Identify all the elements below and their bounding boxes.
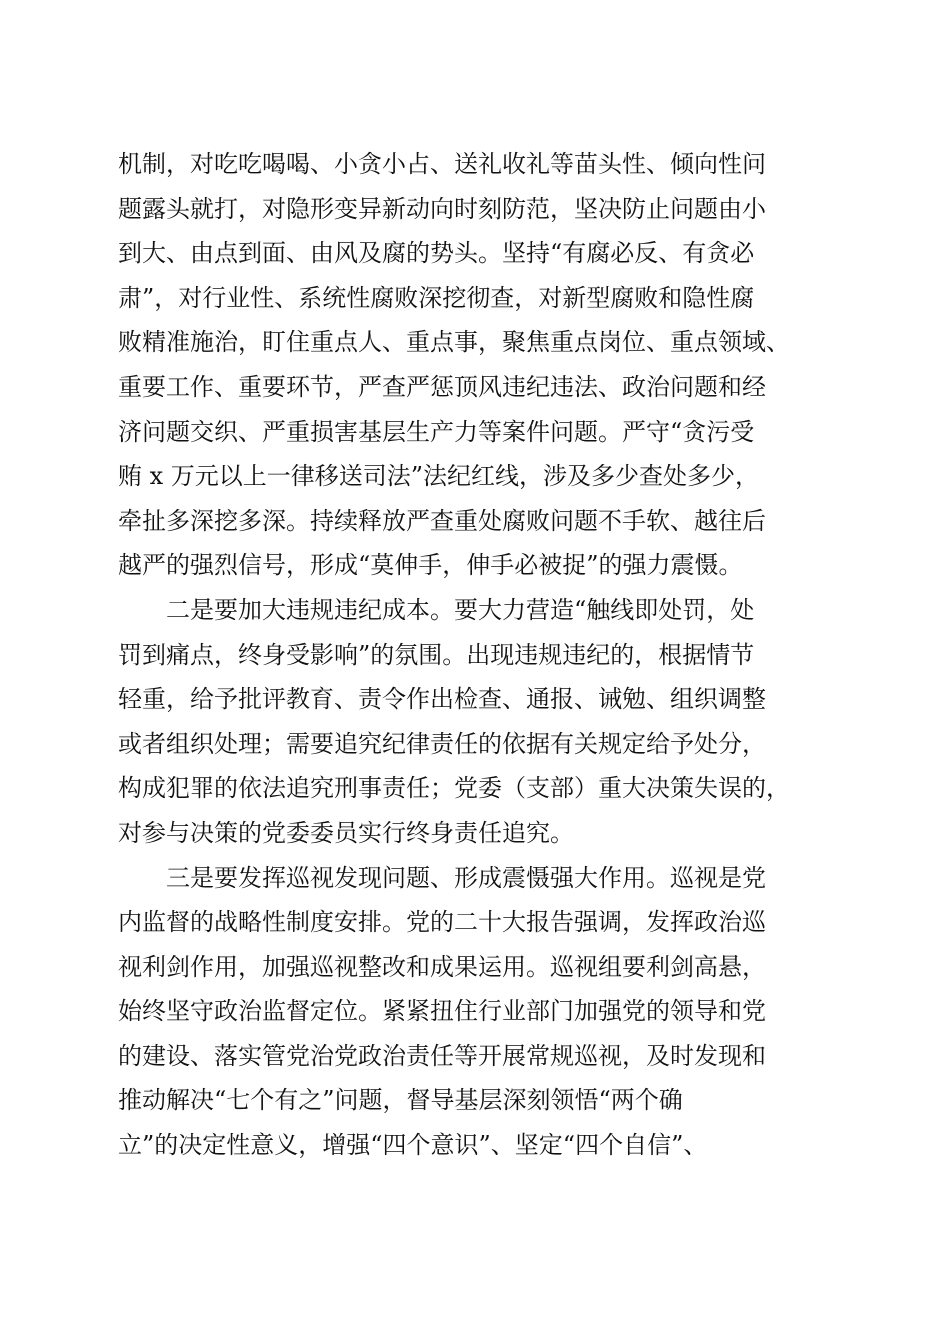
text-line: 推动解决“七个有之”问题，督导基层深刻领悟“两个确 — [118, 1086, 683, 1115]
text-line: 牵扯多深挖多深。持续释放严查重处腐败问题不手软、越往后 — [118, 506, 766, 535]
text-line: 贿 x 万元以上一律移送司法”法纪红线，涉及多少查处多少， — [118, 462, 760, 491]
text-line: 机制，对吃吃喝喝、小贪小占、送礼收礼等苗头性、倾向性问 — [118, 150, 766, 178]
text-line: 或者组织处理；需要追究纪律责任的依据有关规定给予处分， — [118, 729, 766, 758]
text-line: 构成犯罪的依法追究刑事责任；党委（支部）重大决策失误的， — [118, 774, 790, 803]
text-line: 越严的强烈信号，形成“莫伸手，伸手必被捉”的强力震慑。 — [118, 551, 743, 580]
text-line: 罚到痛点，终身受影响”的氛围。出现违规违纪的，根据情节 — [118, 640, 755, 669]
text-line: 始终坚守政治监督定位。紧紧扭住行业部门加强党的领导和党 — [118, 997, 766, 1026]
text-line: 题露头就打，对隐形变异新动向时刻防范，坚决防止问题由小 — [118, 194, 766, 223]
text-line: 内监督的战略性制度安排。党的二十大报告强调，发挥政治巡 — [118, 908, 766, 937]
text-line: 立”的决定性意义，增强“四个意识”、坚定“四个自信”、 — [118, 1131, 708, 1160]
text-line: 重要工作、重要环节，严查严惩顶风违纪违法、政治问题和经 — [118, 372, 766, 401]
text-line: 的建设、落实管党治党政治责任等开展常规巡视，及时发现和 — [118, 1041, 766, 1070]
text-line: 到大、由点到面、由风及腐的势头。坚持“有腐必反、有贪必 — [118, 239, 755, 268]
text-line: 济问题交织、严重损害基层生产力等案件问题。严守“贪污受 — [118, 417, 755, 446]
text-line: 轻重，给予批评教育、责令作出检查、通报、诫勉、组织调整 — [118, 685, 766, 714]
text-line: 视利剑作用，加强巡视整改和成果运用。巡视组要利剑高悬， — [118, 952, 766, 981]
text-line: 败精准施治，盯住重点人、重点事，聚焦重点岗位、重点领域、 — [118, 328, 790, 357]
text-line: 肃”，对行业性、系统性腐败深挖彻查，对新型腐败和隐性腐 — [118, 283, 755, 312]
text-line: 对参与决策的党委委员实行终身责任追究。 — [118, 818, 574, 847]
paragraph-start-line: 二是要加大违规违纪成本。要大力营造“触线即处罚，处 — [166, 595, 755, 624]
paragraph-start-line: 三是要发挥巡视发现问题、形成震慑强大作用。巡视是党 — [166, 863, 766, 892]
body-text — [118, 142, 858, 1168]
